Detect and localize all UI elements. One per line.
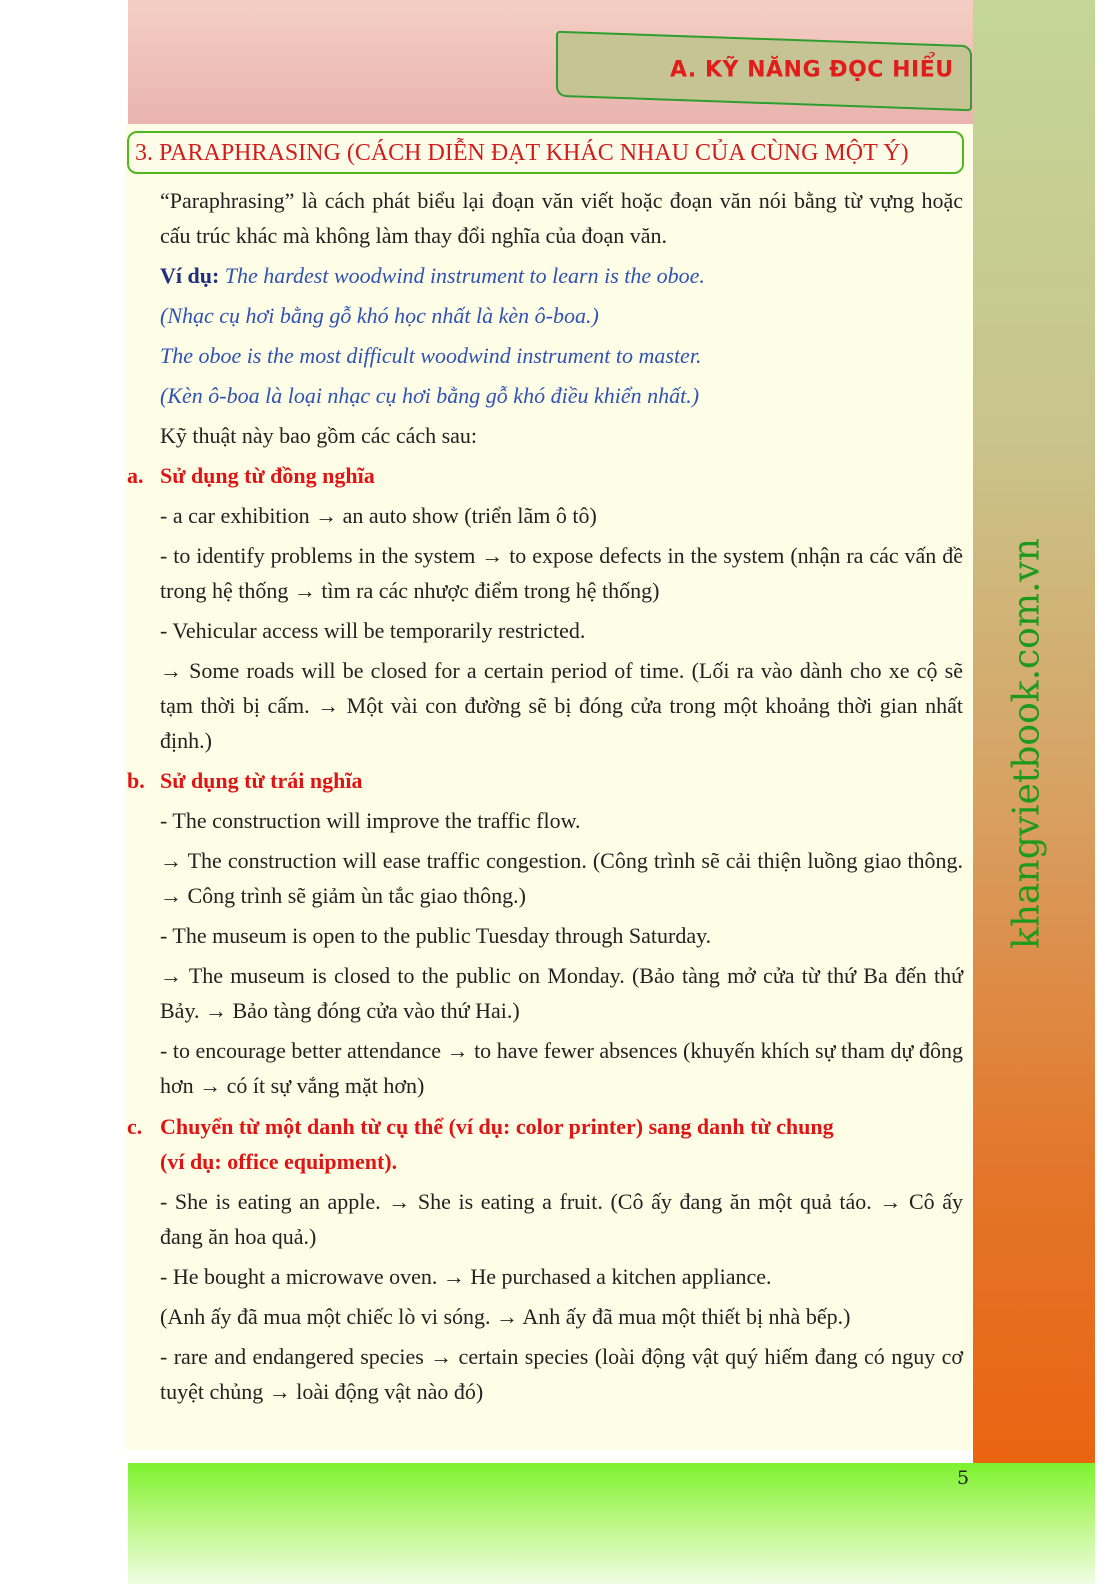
section-a-index: a. xyxy=(127,463,144,488)
section-tag-label: A. KỸ NĂNG ĐỌC HIỂU xyxy=(670,57,954,83)
section-a-item-2: - to identify problems in the system → to expose defects in the system (nhận ra các vấn đề trong hệ thống → tìm ra các nhược điểm trong hệ thống) xyxy=(160,543,963,603)
section-b-item-3: - The museum is open to the public Tuesday through Saturday. xyxy=(160,923,712,948)
section-b-item-4: → The museum is closed to the public on Monday. (Bảo tàng mở cửa từ thứ Ba đến thứ Bảy. → Bảo tàng đóng cửa vào thứ Hai.) xyxy=(160,963,963,1023)
techniques-intro: Kỹ thuật này bao gồm các cách sau: xyxy=(160,423,478,448)
section-b-item-1: - The construction will improve the traffic flow. xyxy=(160,808,581,833)
section-b-index: b. xyxy=(127,768,145,793)
section-b-heading xyxy=(127,763,963,798)
site-watermark: khangvietbook.com.vn xyxy=(1006,538,1048,949)
section-b-item-2: → The construction will ease traffic congestion. (Công trình sẽ cải thiện luồng giao thông. → Công trình sẽ giảm ùn tắc giao thông.) xyxy=(160,848,963,908)
section-heading-text: 3. PARAPHRASING (CÁCH DIỄN ĐẠT KHÁC NHAU CỦA CÙNG MỘT Ý) xyxy=(135,140,909,166)
section-b-title: Sử dụng từ trái nghĩa xyxy=(160,768,363,793)
section-c-item-4: - rare and endangered species → certain species (loài động vật quý hiếm đang có nguy cơ tuyệt chủng → loài động vật nào đó) xyxy=(160,1344,963,1404)
example-line-2: (Nhạc cụ hơi bằng gỗ khó học nhất là kèn ô-boa.) xyxy=(160,303,599,328)
section-c-heading xyxy=(127,1109,963,1179)
section-c-title-2: (ví dụ: office equipment). xyxy=(160,1149,398,1174)
section-a-title: Sử dụng từ đồng nghĩa xyxy=(160,463,375,488)
example-line-3: The oboe is the most difficult woodwind instrument to master. xyxy=(160,343,702,368)
example-line-4: (Kèn ô-boa là loại nhạc cụ hơi bằng gỗ khó điều khiển nhất.) xyxy=(160,383,700,408)
section-c-item-2: - He bought a microwave oven. → He purchased a kitchen appliance. xyxy=(160,1264,772,1289)
intro-paragraph: “Paraphrasing” là cách phát biểu lại đoạn văn viết hoặc đoạn văn nói bằng từ vựng hoặc cấu trúc khác mà không làm thay đổi nghĩa của đoạn văn. xyxy=(160,188,963,248)
example-text-1: The hardest woodwind instrument to learn is the oboe. xyxy=(224,263,705,288)
example-label: Ví dụ: xyxy=(160,263,220,288)
section-a-item-1: - a car exhibition → an auto show (triển lãm ô tô) xyxy=(160,503,597,528)
section-a-item-3: - Vehicular access will be temporarily restricted. xyxy=(160,618,586,643)
section-c-index: c. xyxy=(127,1114,143,1139)
section-c-item-3: (Anh ấy đã mua một chiếc lò vi sóng. → Anh ấy đã mua một thiết bị nhà bếp.) xyxy=(160,1304,851,1329)
section-heading xyxy=(127,131,964,174)
example-line-1 xyxy=(160,258,963,293)
page-number: 5 xyxy=(956,1467,970,1489)
section-a-heading xyxy=(127,458,963,493)
section-a-item-4: → Some roads will be closed for a certain period of time. (Lối ra vào dành cho xe cộ sẽ tạm thời bị cấm. → Một vài con đường sẽ bị đóng cửa trong một khoảng thời gian nhất định.) xyxy=(160,658,963,753)
section-b-item-5: - to encourage better attendance → to have fewer absences (khuyến khích sự tham dự đông hơn → có ít sự vắng mặt hơn) xyxy=(160,1038,963,1098)
section-c-item-1: - She is eating an apple. → She is eating a fruit. (Cô ấy đang ăn một quả táo. → Cô ấy đang ăn hoa quả.) xyxy=(160,1189,963,1249)
section-c-title-1: Chuyển từ một danh từ cụ thể (ví dụ: color printer) sang danh từ chung xyxy=(160,1114,834,1139)
